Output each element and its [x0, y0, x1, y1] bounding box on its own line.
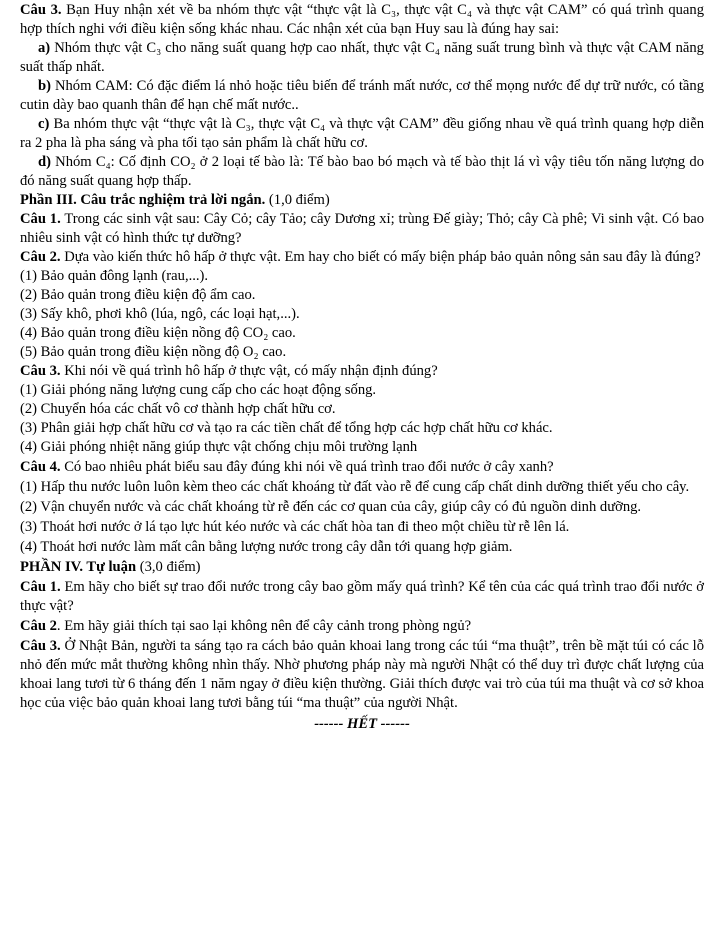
question-label: Câu 1. [20, 211, 61, 227]
question-label: Câu 3. [20, 2, 62, 18]
list-item: (1) Giải phóng năng lượng cung cấp cho các hoạt động sống. [20, 382, 377, 398]
part2-q3-option-b [20, 77, 704, 115]
part4-q3 [20, 637, 704, 713]
option-label: c) [38, 116, 50, 132]
question-label: Câu 3. [20, 363, 61, 379]
part3-q2 [20, 248, 704, 267]
list-item: (1) Hấp thu nước luôn luôn kèm theo các chất khoáng từ đất vào rễ để cung cấp chất dinh dưỡng thiết yếu cho cây. [20, 479, 690, 495]
section-title: PHẦN IV. Tự luận [20, 559, 137, 575]
list-item: (3) Thoát hơi nước ở lá tạo lực hút kéo nước và các chất hòa tan đi theo một chiều từ rễ lên lá. [20, 519, 570, 535]
question-label: Câu 1. [20, 579, 61, 595]
question-text: . Em hãy giải thích tại sao lại không nên để cây cảnh trong phòng ngủ? [56, 618, 472, 634]
part3-q3 [20, 362, 704, 381]
end-marker: ------ HẾT ------ [314, 716, 410, 732]
option-label: a) [38, 40, 51, 56]
option-text: Nhóm C₄: Cố định CO₂ ở 2 loại tế bào là: Tế bào bao bó mạch và tế bào thịt lá vì vậy tiêu tốn năng lượng do đó năng suất quang hợp thấp. [20, 154, 704, 189]
question-text: Bạn Huy nhận xét về ba nhóm thực vật “thực vật là C₃, thực vật C₄ và thực vật CAM” có quá trình quang hợp thích nghi với điều kiện sống khác nhau. Các nhận xét của bạn Huy sau là đúng hay sai: [20, 2, 704, 37]
question-text: Dựa vào kiến thức hô hấp ở thực vật. Em hay cho biết có mấy biện pháp bảo quản nông sản sau đây là đúng? [64, 249, 701, 265]
option-label: d) [38, 154, 51, 170]
question-label: Câu 3. [20, 638, 61, 654]
list-item: (3) Sấy khô, phơi khô (lúa, ngô, các loại hạt,...). [20, 306, 300, 322]
part3-q1 [20, 210, 704, 248]
list-item: (3) Phân giải hợp chất hữu cơ và tạo ra các tiền chất để tổng hợp các hợp chất hữu cơ khác. [20, 420, 553, 436]
section-points: (1,0 điểm) [268, 192, 330, 208]
list-item: (4) Giải phóng nhiệt năng giúp thực vật chống chịu môi trường lạnh [20, 439, 418, 455]
option-text: Ba nhóm thực vật “thực vật là C₃, thực vật C₄ và thực vật CAM” đều giống nhau về quá trình quang hợp diễn ra 2 pha là pha sáng và pha tối tạo sản phẩm là chất hữu cơ. [20, 116, 704, 151]
question-text: Em hãy cho biết sự trao đổi nước trong cây bao gồm mấy quá trình? Kể tên của các quá trình trao đổi nước ở thực vật? [20, 579, 704, 614]
option-text: Nhóm CAM: Có đặc điểm lá nhỏ hoặc tiêu biến để tránh mất nước, cơ thể mọng nước để dự trữ nước, có tầng cutin dày bao quanh thân để hạn chế mất nước.. [20, 78, 704, 113]
part2-q3-option-d [20, 153, 704, 191]
part2-q3-stem [20, 1, 704, 39]
part2-q3-option-a [20, 39, 704, 77]
part3-q4 [20, 458, 704, 477]
section-points: (3,0 điểm) [139, 559, 201, 575]
option-text: Nhóm thực vật C₃ cho năng suất quang hợp cao nhất, thực vật C₄ năng suất trung bình và thực vật CAM năng suất thấp nhất. [20, 40, 704, 75]
list-item: (2) Bảo quản trong điều kiện độ ẩm cao. [20, 287, 256, 303]
list-item: (4) Bảo quản trong điều kiện nồng độ CO₂ cao. [20, 325, 296, 341]
question-text: Ở Nhật Bản, người ta sáng tạo ra cách bảo quản khoai lang trong các túi “ma thuật”, trên bề mặt túi có các lỗ nhỏ đến mức mắt thường không nhìn thấy. Nhờ phương pháp này mà người Nhật có thể duy trì được chất lượng của khoai lang tươi từ 6 tháng đến 1 năm ngay ở điều kiện thường. Giải thích được vai trò của túi ma thuật và cơ sở khoa học của việc bảo quản khoai lang tươi bằng túi “ma thuật” của người Nhật. [20, 638, 705, 711]
list-item: (2) Chuyển hóa các chất vô cơ thành hợp chất hữu cơ. [20, 401, 336, 417]
part3-heading [20, 191, 704, 210]
section-title: Phần III. Câu trắc nghiệm trả lời ngắn. [20, 192, 266, 208]
question-text: Khi nói về quá trình hô hấp ở thực vật, có mấy nhận định đúng? [64, 363, 438, 379]
list-item: (2) Vận chuyển nước và các chất khoáng từ rễ đến các cơ quan của cây, giúp cây có đủ nguồn dinh dưỡng. [20, 499, 642, 515]
option-label: b) [38, 78, 51, 94]
question-label: Câu 2 [20, 618, 57, 634]
list-item: (1) Bảo quản đông lạnh (rau,...). [20, 268, 209, 284]
part4-q2 [20, 617, 704, 636]
list-item: (5) Bảo quản trong điều kiện nồng độ O₂ cao. [20, 344, 287, 360]
part4-q1 [20, 578, 704, 616]
list-item: (4) Thoát hơi nước làm mất cân bằng lượng nước trong cây dẫn tới quang hợp giảm. [20, 539, 513, 555]
part4-heading [20, 558, 704, 577]
question-text: Trong các sinh vật sau: Cây Cỏ; cây Tảo; cây Dương xỉ; trùng Đế giày; Thỏ; cây Cà phê; Vi sinh vật. Có bao nhiêu sinh vật có hình thức tự dưỡng? [20, 211, 705, 246]
part2-q3-option-c [20, 115, 704, 153]
question-text: Có bao nhiêu phát biểu sau đây đúng khi nói về quá trình trao đổi nước ở cây xanh? [64, 459, 554, 475]
question-label: Câu 4. [20, 459, 61, 475]
question-label: Câu 2. [20, 249, 61, 265]
